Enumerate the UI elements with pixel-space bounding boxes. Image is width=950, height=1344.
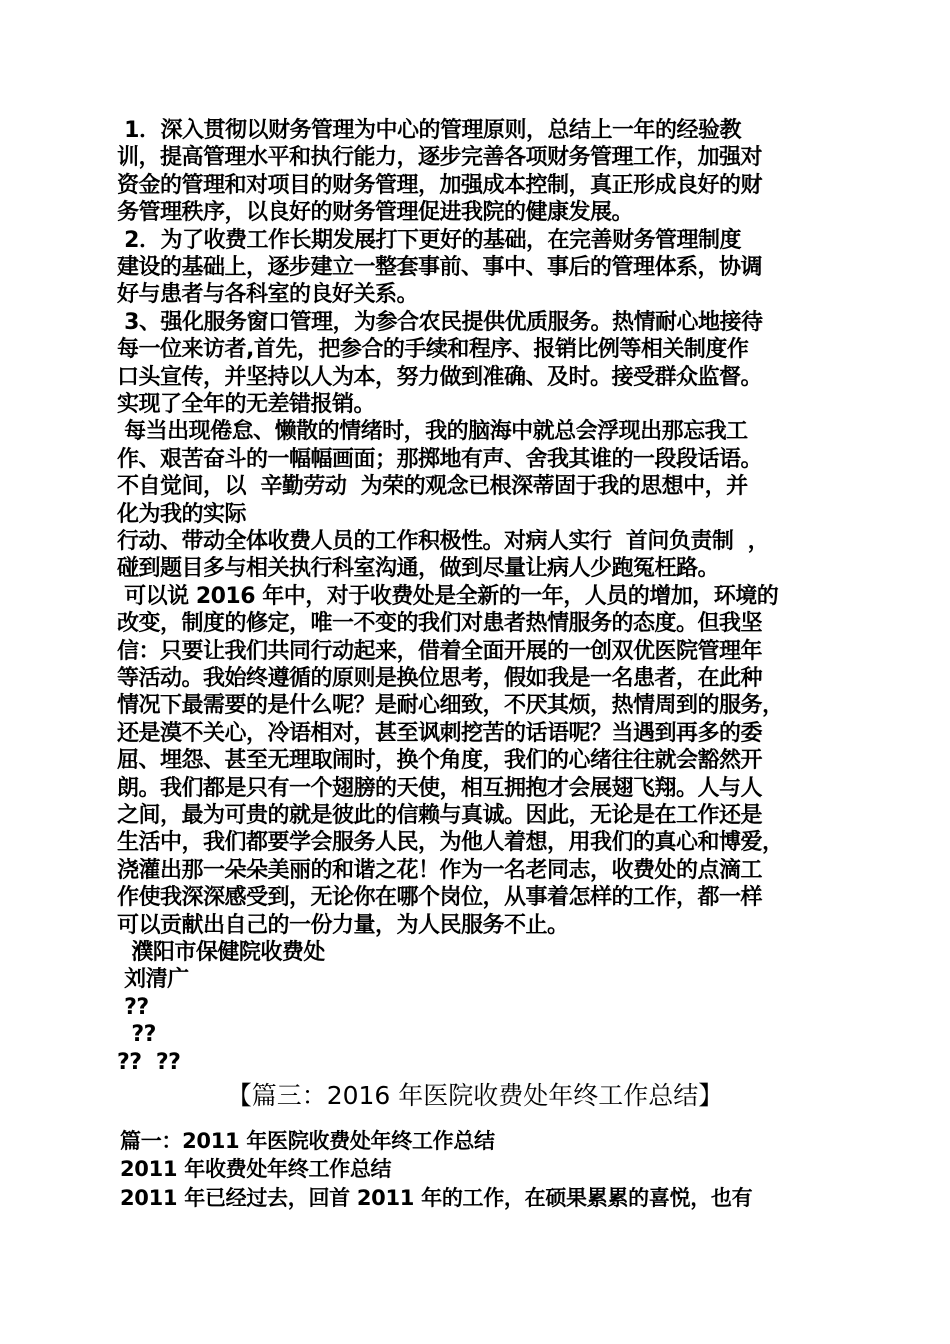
text-line: 濮阳市保健院收费处 <box>117 940 325 965</box>
text-line: 之间，最为可贵的就是彼此的信赖与真诚。因此，无论是在工作还是 <box>117 803 763 828</box>
subsection-line: 2011 年收费处年终工作总结 <box>120 1157 392 1181</box>
text-line: 碰到题目多与相关执行科室沟通，做到尽量让病人少跑冤枉路。 <box>117 556 720 582</box>
section-title: 【篇三：2016 年医院收费处年终工作总结】 <box>226 1081 724 1110</box>
text-line: 等活动。我始终遵循的原则是换位思考，假如我是一名患者，在此种 <box>117 666 763 691</box>
text-line: 训，提高管理水平和执行能力，逐步完善各项财务管理工作，加强对 <box>117 145 763 171</box>
subsection-line: 篇一：2011 年医院收费处年终工作总结 <box>120 1129 495 1153</box>
text-line: 实现了全年的无差错报销。 <box>117 392 376 417</box>
text-line: 好与患者与各科室的良好关系。 <box>117 282 419 308</box>
text-line: 作、艰苦奋斗的一幅幅画面；那掷地有声、舍我其谁的一段段话语。 <box>117 446 763 472</box>
text-line: 情况下最需要的是什么呢？是耐心细致，不厌其烦，热情周到的服务， <box>117 693 784 719</box>
text-line: 信：只要让我们共同行动起来，借着全面开展的一创双优医院管理年 <box>117 638 763 664</box>
text-line: 3、强化服务窗口管理，为参合农民提供优质服务。热情耐心地接待 <box>117 309 763 335</box>
text-line: 改变，制度的修定，唯一不变的我们对患者热情服务的态度。但我坚 <box>117 611 763 637</box>
subsection-line: 2011 年已经过去，回首 2011 年的工作，在硕果累累的喜悦，也有 <box>120 1186 753 1210</box>
text-line: 朗。我们都是只有一个翅膀的天使，相互拥抱才会展翅飞翔。人与人 <box>117 775 763 801</box>
text-line: 资金的管理和对项目的财务管理，加强成本控制，真正形成良好的财 <box>117 172 763 198</box>
text-line: 屈、埋怨、甚至无理取闹时，换个角度，我们的心绪往往就会豁然开 <box>117 748 763 774</box>
text-line: ?? ?? <box>117 1049 181 1075</box>
text-line: ?? <box>117 1022 156 1048</box>
text-line: 2．为了收费工作长期发展打下更好的基础，在完善财务管理制度 <box>117 227 741 253</box>
text-line: 1．深入贯彻以财务管理为中心的管理原则，总结上一年的经验教 <box>117 118 741 143</box>
text-line: 务管理秩序，以良好的财务管理促进我院的健康发展。 <box>117 200 634 226</box>
text-line: 浇灌出那一朵朵美丽的和谐之花！作为一名老同志，收费处的点滴工 <box>117 857 763 883</box>
text-line: 化为我的实际 <box>117 501 247 527</box>
text-line: 刘清广 <box>117 967 189 993</box>
text-line: 可以贡献出自己的一份力量，为人民服务不止。 <box>117 912 569 938</box>
text-line: ?? <box>117 994 149 1020</box>
text-line: 建设的基础上，逐步建立一整套事前、事中、事后的管理体系，协调 <box>117 255 763 280</box>
text-line: 行动、带动全体收费人员的工作积极性。对病人实行 首问负责制 ， <box>117 529 770 554</box>
text-line: 每当出现倦怠、懒散的情绪时，我的脑海中就总会浮现出那忘我工 <box>117 419 748 445</box>
text-line: 还是漠不关心，冷语相对，甚至讽刺挖苦的话语呢？当遇到再多的委 <box>117 720 763 746</box>
text-line: 不自觉间，以 辛勤劳动 为荣的观念已根深蒂固于我的思想中，并 <box>117 474 748 500</box>
text-line: 口头宣传，并坚持以人为本，努力做到准确、及时。接受群众监督。 <box>117 364 763 390</box>
text-line: 可以说 2016 年中，对于收费处是全新的一年，人员的增加，环境的 <box>117 583 779 609</box>
text-line: 每一位来访者,首先，把参合的手续和程序、报销比例等相关制度作 <box>117 337 749 363</box>
text-line: 作使我深深感受到，无论你在哪个岗位，从事着怎样的工作，都一样 <box>117 885 763 911</box>
text-line: 生活中，我们都要学会服务人民，为他人着想，用我们的真心和博爱， <box>117 830 784 856</box>
